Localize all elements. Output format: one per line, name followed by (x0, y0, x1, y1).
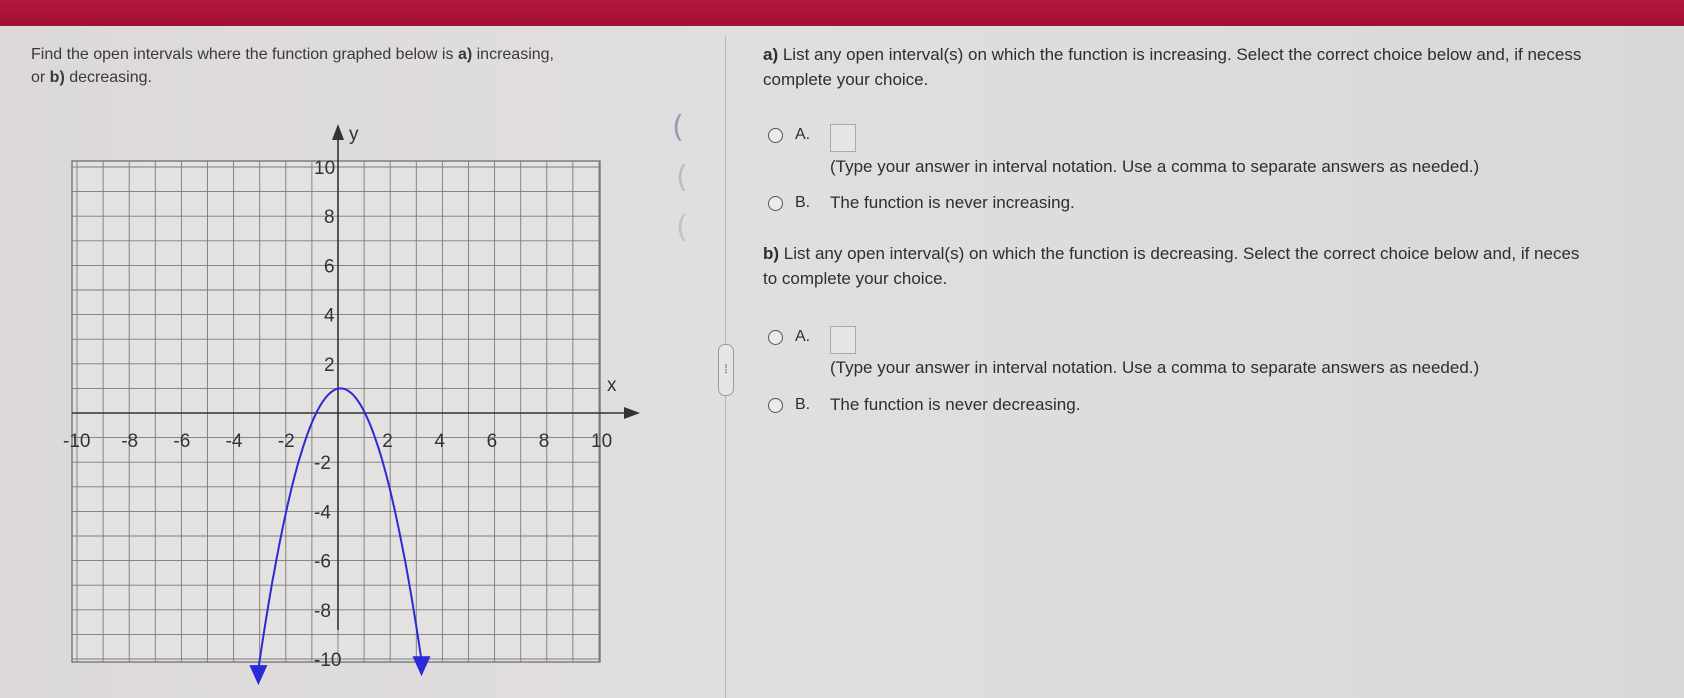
prompt-text-4: decreasing. (64, 69, 152, 86)
x-tick-label: 4 (434, 431, 445, 452)
question-b-option-a-radio[interactable] (768, 330, 783, 345)
pane-resize-handle[interactable]: ⁞ (718, 344, 734, 396)
question-a-option-b-text: The function is never increasing. (830, 193, 1075, 212)
x-tick-label: 8 (538, 431, 550, 452)
question-b-answer-input[interactable] (830, 326, 856, 354)
question-a-option-a-radio[interactable] (768, 128, 783, 143)
question-b-label: b) (763, 244, 780, 263)
y-tick-label: 4 (324, 305, 335, 327)
question-a-text (763, 42, 1683, 92)
bracket-glyph-3: ( (676, 210, 688, 245)
question-b-option-b-label: B. (795, 396, 811, 413)
y-tick-label: 2 (324, 354, 335, 376)
question-a-option-b-label: B. (795, 194, 811, 211)
function-graph (0, 0, 700, 698)
y-tick-label: -8 (314, 600, 331, 622)
question-b-option-a-label: A. (795, 328, 811, 345)
question-a-option-b-radio[interactable] (768, 196, 783, 211)
y-tick-label: 8 (324, 207, 335, 229)
x-tick-label: 6 (486, 431, 498, 452)
graph-grid (72, 161, 600, 662)
x-tick-label: -10 (63, 431, 91, 452)
question-b-option-b-radio[interactable] (768, 398, 783, 413)
bracket-glyph-2: ( (676, 160, 688, 195)
prompt-b-label: b) (49, 69, 65, 86)
question-b-line1: List any open interval(s) on which the function is decreasing. Select the correct choice below and, if neces (779, 244, 1580, 263)
curve-right-arrow-icon (413, 656, 431, 676)
y-axis-arrow-icon (332, 124, 344, 140)
question-b-hint: (Type your answer in interval notation. Use a comma to separate answers as needed.) (830, 358, 1480, 377)
y-tick-label: -6 (314, 551, 331, 573)
x-tick-label: -8 (121, 431, 139, 452)
prompt-text-2: increasing, (472, 46, 554, 63)
x-tick-label: -6 (173, 431, 191, 452)
x-axis-label: x (607, 375, 617, 396)
question-b-option-b-text: The function is never decreasing. (830, 395, 1081, 414)
bracket-glyph-1: ( (672, 110, 684, 145)
y-tick-label: 10 (314, 158, 336, 179)
x-tick-label: -4 (225, 431, 243, 452)
x-tick-label: 10 (591, 431, 613, 452)
x-tick-label: 2 (382, 431, 393, 452)
x-axis-arrow-icon (624, 407, 640, 419)
question-a-option-a-label: A. (795, 126, 811, 143)
curve-left-arrow-icon (249, 665, 267, 685)
question-a-line1: List any open interval(s) on which the function is increasing. Select the correct choice below and, if necess (778, 45, 1582, 64)
question-b-text (763, 241, 1683, 291)
y-tick-label: -10 (314, 650, 342, 671)
question-a-label: a) (763, 45, 779, 64)
prompt-text-3: or (31, 69, 50, 86)
prompt-text-1: Find the open intervals where the function graphed below is (31, 46, 458, 63)
y-axis-label: y (349, 124, 359, 145)
x-tick-label: -2 (277, 431, 295, 452)
question-a-answer-input[interactable] (830, 124, 856, 152)
y-tick-label: -4 (314, 502, 331, 524)
question-b-line2: to complete your choice. (763, 269, 948, 288)
question-a-hint: (Type your answer in interval notation. Use a comma to separate answers as needed.) (830, 157, 1480, 176)
y-tick-label: 6 (324, 256, 335, 278)
prompt-a-label: a) (457, 46, 473, 63)
question-a-line2: complete your choice. (763, 70, 929, 89)
y-tick-label: -2 (314, 453, 331, 475)
